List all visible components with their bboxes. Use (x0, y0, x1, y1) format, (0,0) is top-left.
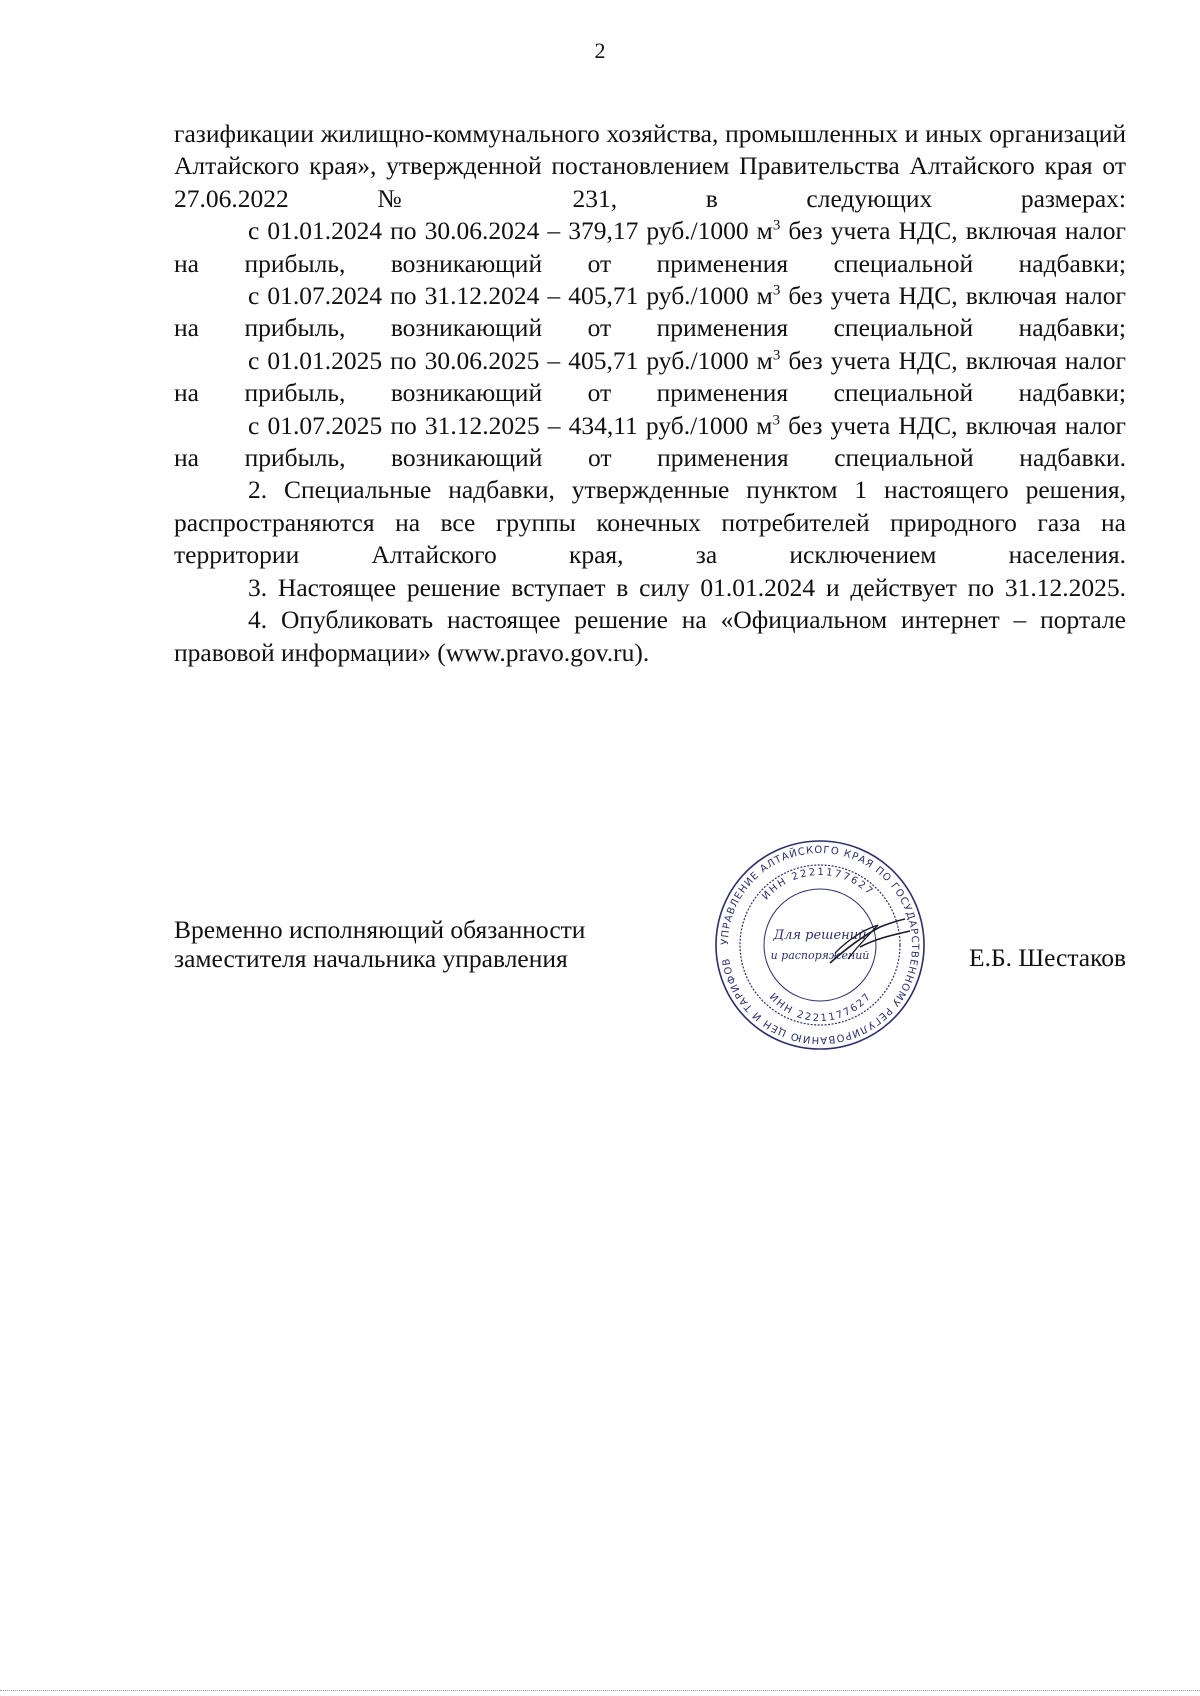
seal-center-line1: Для решений (773, 928, 867, 943)
paragraph-intro-continuation: газификации жилищно-коммунального хозяйства, промышленных и иных организаций Алтайского края», утвержденной постановлением Правительства Алтайского края от 27.06.2022 № 231, в следующих размерах: (174, 119, 1126, 213)
paragraph-2: 2. Специальные надбавки, утвержденные пунктом 1 настоящего решения, распространяются на все группы конечных потребителей природного газа на территории Алтайского края, за исключением населения. (174, 475, 1126, 570)
page-number: 2 (594, 38, 606, 63)
rate-item-tail: без учета НДС, включая налог на прибыль, возникающий от применения специальной надбавки; (174, 216, 1126, 278)
official-seal-stamp (710, 835, 930, 1055)
rate-item-1 (174, 215, 1126, 280)
seal-inn-top: ИНН 2221177627 (760, 866, 876, 903)
rate-item-tail: без учета НДС, включая налог на прибыль, возникающий от применения специальной надбавки. (174, 410, 1126, 473)
seal-center-line2: и распоряжений (770, 949, 870, 962)
cubic-superscript: 3 (772, 282, 781, 299)
seal-outer-text: УПРАВЛЕНИЕ АЛТАЙСКОГО КРАЯ ПО ГОСУДАРСТВЕННОМУ РЕГУЛИРОВАНИЮ ЦЕН И ТАРИФОВ (719, 844, 921, 1046)
paragraph-4: 4. Опубликовать настоящее решение на «Официальном интернет – портале правовой информации» (www.pravo.gov.ru). (174, 605, 1126, 667)
cubic-superscript: 3 (772, 347, 781, 364)
rate-item-3 (174, 345, 1126, 410)
rate-item-lead: с 01.07.2024 по 31.12.2024 – 405,71 руб./1000 м (248, 281, 773, 311)
signatory-title-line2: заместителя начальника управления (174, 944, 568, 973)
cubic-superscript: 3 (772, 412, 780, 429)
signatory-title (174, 915, 694, 973)
page-bottom-edge (0, 1690, 1200, 1691)
rate-item-tail: без учета НДС, включая налог на прибыль, возникающий от применения специальной надбавки; (174, 345, 1126, 408)
signatory-title-line1: Временно исполняющий обязанности (174, 915, 586, 944)
document-body (174, 118, 1126, 669)
rate-item-lead: с 01.07.2025 по 31.12.2025 – 434,11 руб./1000 м (248, 410, 773, 440)
rate-item-lead: с 01.01.2025 по 30.06.2025 – 405,71 руб./1000 м (248, 345, 773, 375)
rate-item-4 (174, 410, 1126, 475)
signatory-name: Е.Б. Шестаков (969, 943, 1126, 972)
cubic-superscript: 3 (772, 217, 781, 234)
signature-block (174, 844, 1126, 1075)
rate-item-lead: с 01.01.2024 по 30.06.2024 – 379,17 руб./1000 м (248, 216, 773, 246)
rate-item-2 (174, 280, 1126, 345)
rate-item-tail: без учета НДС, включая налог на прибыль, возникающий от применения специальной надбавки; (174, 281, 1126, 343)
paragraph-3: 3. Настоящее решение вступает в силу 01.01.2024 и действует по 31.12.2025. (248, 572, 1126, 602)
seal-inn-bottom: ИНН 2221177627 (766, 990, 875, 1025)
